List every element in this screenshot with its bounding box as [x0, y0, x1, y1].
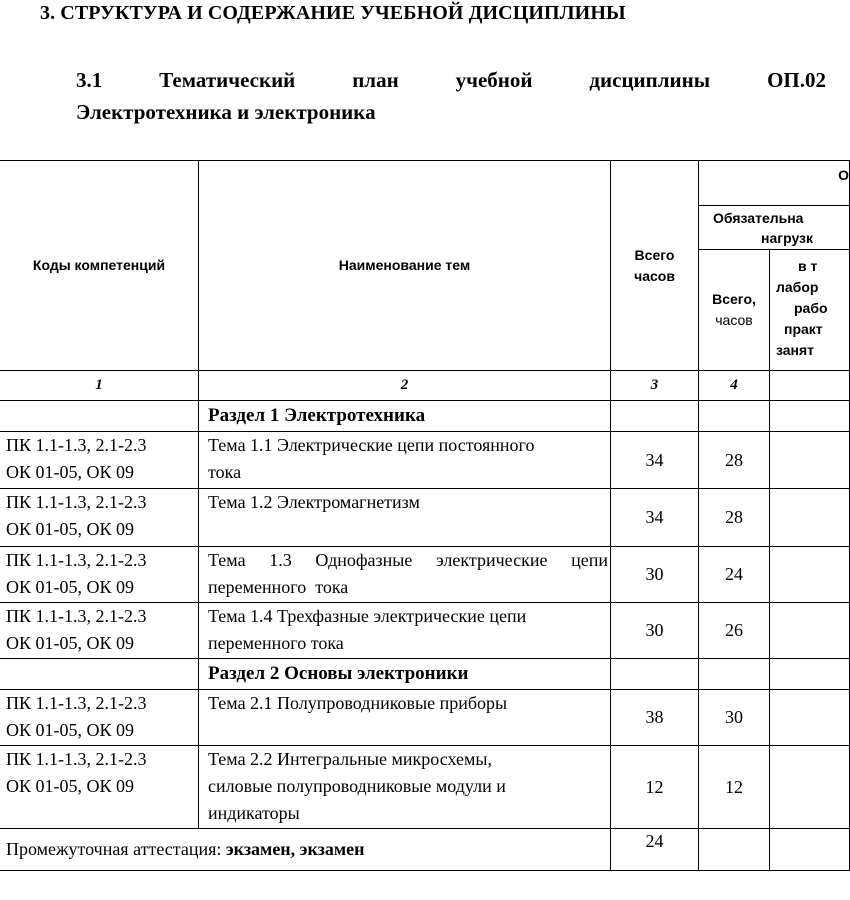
header-lab-line: рабо: [794, 300, 828, 316]
topic-name: [199, 746, 611, 829]
header-total-line: Всего: [634, 246, 675, 263]
subheading-word: план: [352, 68, 399, 92]
table-row: [0, 659, 850, 690]
topic-line: индикаторы: [208, 803, 300, 823]
topic-line: Тема 1.2 Электромагнетизм: [208, 492, 420, 512]
exam-value: экзамен, экзамен: [225, 839, 365, 859]
empty-cell: [770, 690, 850, 746]
topic-line: силовые полупроводниковые модули и: [208, 776, 506, 796]
empty-cell: [770, 432, 850, 489]
exam-label: Промежуточная аттестация:: [6, 839, 226, 859]
thematic-plan-table: [0, 160, 850, 871]
total-hours: 38: [611, 690, 699, 746]
mandatory-hours: 12: [699, 746, 770, 829]
exam-cell: [0, 829, 611, 871]
section-heading: 3. СТРУКТУРА И СОДЕРЖАНИЕ УЧЕБНОЙ ДИСЦИПЛИНЫ: [40, 2, 626, 24]
total-hours: 34: [611, 432, 699, 489]
header-lab-line: занят: [776, 342, 815, 358]
competency-codes: [0, 489, 199, 547]
code-line: ОК 01-05, ОК 09: [6, 519, 135, 539]
empty-cell: [770, 659, 850, 690]
empty-cell: [770, 829, 850, 871]
header-sub-total-line: часов: [715, 312, 753, 328]
subheading-line-2: Электротехника и электроника: [76, 100, 376, 124]
code-line: ПК 1.1-1.3, 2.1-2.3: [6, 693, 147, 713]
mandatory-hours: 28: [699, 489, 770, 547]
topic-line: Тема 1.3 Однофазные электрические цепи: [208, 550, 608, 570]
header-sub-total: [699, 250, 770, 371]
subheading-word: Тематический: [159, 68, 296, 92]
empty-cell: [770, 746, 850, 829]
code-line: ОК 01-05, ОК 09: [6, 720, 135, 740]
code-line: ПК 1.1-1.3, 2.1-2.3: [6, 550, 147, 570]
header-lab-line: практ: [784, 321, 823, 337]
header-total-line: часов: [634, 267, 675, 284]
header-lab-line: в т: [798, 258, 818, 274]
empty-cell: [611, 401, 699, 432]
empty-cell: [0, 401, 199, 432]
topic-line: переменного тока: [208, 633, 344, 653]
table-row: [0, 489, 850, 547]
header-sub-total-line: Всего,: [712, 291, 756, 307]
header-codes: Коды компетенций: [0, 161, 199, 371]
competency-codes: [0, 432, 199, 489]
topic-line: переменного тока: [208, 577, 349, 597]
header-load-fragment: О: [699, 161, 850, 206]
column-number: 2: [199, 371, 611, 401]
code-line: ПК 1.1-1.3, 2.1-2.3: [6, 749, 147, 769]
subheading-word: дисциплины: [589, 68, 711, 92]
code-line: ОК 01-05, ОК 09: [6, 776, 135, 796]
header-topics: Наименование тем: [199, 161, 611, 371]
column-number: 3: [611, 371, 699, 401]
empty-cell: [770, 603, 850, 659]
mandatory-hours: 30: [699, 690, 770, 746]
exam-total-hours: 24: [611, 829, 699, 871]
empty-cell: [611, 659, 699, 690]
empty-cell: [770, 401, 850, 432]
topic-name: [199, 603, 611, 659]
code-line: ОК 01-05, ОК 09: [6, 577, 135, 597]
mandatory-hours: 24: [699, 547, 770, 603]
mandatory-hours: 28: [699, 432, 770, 489]
topic-line: тока: [208, 462, 242, 482]
code-line: ПК 1.1-1.3, 2.1-2.3: [6, 435, 147, 455]
total-hours: 34: [611, 489, 699, 547]
header-mandatory-line: Обязательна: [713, 209, 804, 226]
header-lab: [770, 250, 850, 371]
total-hours: 30: [611, 547, 699, 603]
empty-cell: [770, 547, 850, 603]
empty-cell: [699, 659, 770, 690]
topic-line: Тема 1.1 Электрические цепи постоянного: [208, 435, 535, 455]
mandatory-hours: 26: [699, 603, 770, 659]
subheading-word: учебной: [455, 68, 533, 92]
table-row: [0, 829, 850, 871]
column-number: [770, 371, 850, 401]
header-mandatory-line: нагрузк: [761, 229, 814, 246]
table-row: [0, 603, 850, 659]
table-row: [0, 401, 850, 432]
topic-line: Тема 1.4 Трехфазные электрические цепи: [208, 606, 527, 626]
column-number: 4: [699, 371, 770, 401]
table-row: [0, 432, 850, 489]
subheading-word: 3.1: [76, 68, 103, 92]
empty-cell: [699, 401, 770, 432]
header-lab-line: лабор: [776, 279, 819, 295]
subheading-line-1: [76, 68, 826, 93]
competency-codes: [0, 690, 199, 746]
table-row: [0, 746, 850, 829]
subheading-word: ОП.02: [767, 68, 826, 92]
competency-codes: [0, 603, 199, 659]
competency-codes: [0, 547, 199, 603]
topic-name: [199, 690, 611, 746]
topic-name: [199, 547, 611, 603]
competency-codes: [0, 746, 199, 829]
total-hours: 30: [611, 603, 699, 659]
empty-cell: [770, 489, 850, 547]
topic-line: Тема 2.1 Полупроводниковые приборы: [208, 693, 508, 713]
header-total-hours: [611, 161, 699, 371]
code-line: ПК 1.1-1.3, 2.1-2.3: [6, 606, 147, 626]
column-number: 1: [0, 371, 199, 401]
code-line: ОК 01-05, ОК 09: [6, 462, 135, 482]
total-hours: 12: [611, 746, 699, 829]
section-title: Раздел 2 Основы электроники: [199, 659, 611, 690]
header-mandatory: [699, 206, 850, 250]
empty-cell: [0, 659, 199, 690]
topic-line: Тема 2.2 Интегральные микросхемы,: [208, 749, 492, 769]
table-row: [0, 547, 850, 603]
code-line: ПК 1.1-1.3, 2.1-2.3: [6, 492, 147, 512]
topic-name: [199, 432, 611, 489]
section-title: Раздел 1 Электротехника: [199, 401, 611, 432]
code-line: ОК 01-05, ОК 09: [6, 633, 135, 653]
table-row: [0, 690, 850, 746]
topic-name: [199, 489, 611, 547]
empty-cell: [699, 829, 770, 871]
